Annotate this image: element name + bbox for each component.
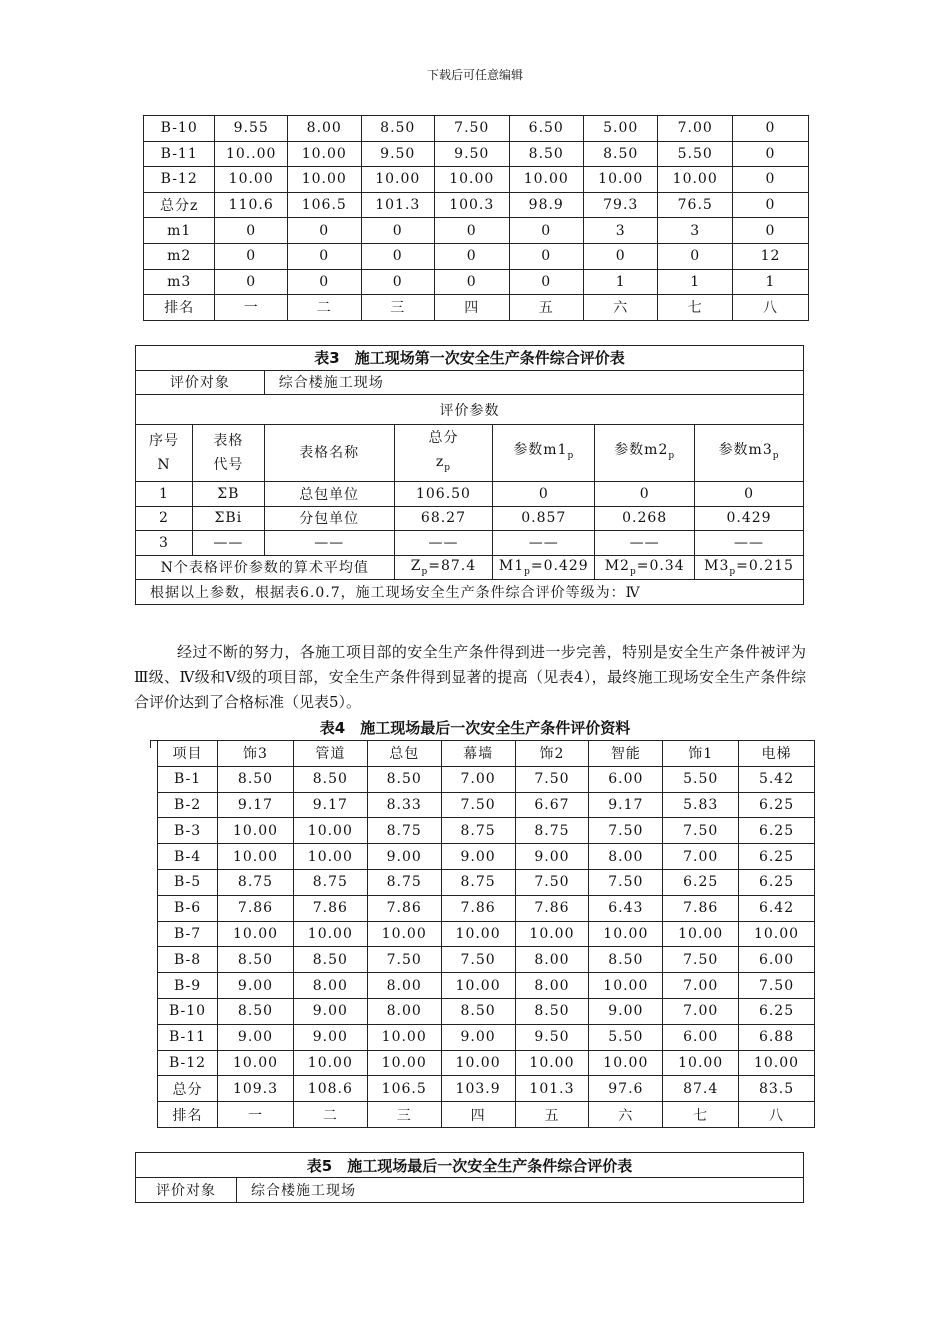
table-cell: 8.50 xyxy=(367,766,441,792)
table-cell: —— xyxy=(595,531,695,556)
table-row xyxy=(158,895,815,921)
table-cell: 9.50 xyxy=(361,141,435,167)
table-cell: 7.50 xyxy=(441,792,515,818)
table-3 xyxy=(135,345,804,605)
table-5-title: 表5 施工现场最后一次安全生产条件综合评价表 xyxy=(136,1153,804,1178)
table-cell: 二 xyxy=(293,1102,367,1128)
table-cell: 总包单位 xyxy=(264,482,394,507)
table-cell: 106.5 xyxy=(288,192,362,218)
table-cell: 9.17 xyxy=(218,792,294,818)
table-row xyxy=(158,818,815,844)
col-head-no: 序号 N xyxy=(136,425,193,482)
table-cell: 7.00 xyxy=(663,844,739,870)
table-cell: 0 xyxy=(288,218,362,244)
table-cell: 0 xyxy=(288,243,362,269)
table-cell: 6.25 xyxy=(739,998,815,1024)
table-cell: 0 xyxy=(595,482,695,507)
table-cell: 5.83 xyxy=(663,792,739,818)
average-z: $Z_p=87.4$ xyxy=(394,555,493,580)
table-cell: 7.50 xyxy=(515,766,589,792)
table-cell: 8.50 xyxy=(218,766,294,792)
table-cell: 10.00 xyxy=(293,1050,367,1076)
table-cell: 10.00 xyxy=(739,1050,815,1076)
table-cell: 7.50 xyxy=(589,869,663,895)
table-cell: 10.00 xyxy=(509,167,583,193)
table-cell: 七 xyxy=(658,295,732,321)
column-header: 总包 xyxy=(367,741,441,767)
table-cell: 0.429 xyxy=(695,506,804,531)
table-cell: 9.50 xyxy=(435,141,509,167)
table-row xyxy=(158,947,815,973)
column-header: 电梯 xyxy=(739,741,815,767)
table-cell: 0 xyxy=(215,243,288,269)
table-cell: 106.50 xyxy=(394,482,493,507)
table-cell: 6.25 xyxy=(739,792,815,818)
table-cell: 8.75 xyxy=(218,869,294,895)
table-cell: 5.00 xyxy=(583,116,657,142)
row-header-cell: B-10 xyxy=(144,116,215,142)
table-cell: 0 xyxy=(509,218,583,244)
table-cell: 0 xyxy=(288,269,362,295)
object-label: 评价对象 xyxy=(136,370,265,395)
table-2-continued xyxy=(143,115,809,321)
table-cell: 五 xyxy=(515,1102,589,1128)
table-cell: 10.00 xyxy=(288,167,362,193)
table-cell: 3 xyxy=(583,218,657,244)
table-cell: 6.25 xyxy=(739,818,815,844)
table-cell: 6.00 xyxy=(589,766,663,792)
column-header: 智能 xyxy=(589,741,663,767)
table-cell: 103.9 xyxy=(441,1076,515,1102)
table-cell: 10.00 xyxy=(663,1050,739,1076)
table-cell: 10.00 xyxy=(663,921,739,947)
table-cell: 八 xyxy=(732,295,808,321)
table-cell: 8.75 xyxy=(441,818,515,844)
object-value: 综合楼施工现场 xyxy=(264,370,803,395)
table-cell: 10.00 xyxy=(589,973,663,999)
col-head-m2: 参数$m2_p$ xyxy=(595,425,695,482)
row-header-cell: 3 xyxy=(136,531,193,556)
row-header-cell: 总分 xyxy=(158,1076,218,1102)
column-header: 管道 xyxy=(293,741,367,767)
table-cell: 7.86 xyxy=(515,895,589,921)
table-cell: 7.00 xyxy=(663,973,739,999)
table-cell: 7.50 xyxy=(663,947,739,973)
table-cell: 0 xyxy=(732,167,808,193)
row-header-cell: B-12 xyxy=(158,1050,218,1076)
table-cell: 10.00 xyxy=(293,844,367,870)
table-cell: 六 xyxy=(589,1102,663,1128)
table-cell: 10.00 xyxy=(293,921,367,947)
table-cell: 9.00 xyxy=(441,1024,515,1050)
column-header: 饰3 xyxy=(218,741,294,767)
table-row xyxy=(144,243,809,269)
table-cell: 6.43 xyxy=(589,895,663,921)
row-header-cell: 总分z xyxy=(144,192,215,218)
average-m1: $M1_p=0.429$ xyxy=(493,555,595,580)
table-4-title: 表4 施工现场最后一次安全生产条件评价资料 xyxy=(319,719,631,737)
table-cell: 0 xyxy=(215,218,288,244)
table-cell: 6.25 xyxy=(739,869,815,895)
table-cell: 8.75 xyxy=(293,869,367,895)
table-cell: 9.00 xyxy=(218,973,294,999)
table-cell: 9.00 xyxy=(367,844,441,870)
table-row xyxy=(158,844,815,870)
row-header-cell: B-12 xyxy=(144,167,215,193)
table-cell: 9.00 xyxy=(218,1024,294,1050)
row-header-cell: m1 xyxy=(144,218,215,244)
average-m3: $M3_p=0.215$ xyxy=(695,555,804,580)
table-cell: 8.00 xyxy=(293,973,367,999)
table-cell: 0 xyxy=(361,243,435,269)
table-cell: 0 xyxy=(695,482,804,507)
table-3-title: 表3 施工现场第一次安全生产条件综合评价表 xyxy=(136,346,804,371)
table-cell: 9.55 xyxy=(215,116,288,142)
table-cell: 7.50 xyxy=(739,973,815,999)
table-cell: 7.50 xyxy=(441,947,515,973)
table-row xyxy=(158,1050,815,1076)
table-cell: 109.3 xyxy=(218,1076,294,1102)
table-cell: 8.50 xyxy=(515,998,589,1024)
column-header: 饰1 xyxy=(663,741,739,767)
table-cell: 7.86 xyxy=(218,895,294,921)
table-cell: 7.50 xyxy=(589,818,663,844)
table-line-stub xyxy=(150,740,157,741)
row-header-cell: B-11 xyxy=(144,141,215,167)
table-row xyxy=(158,766,815,792)
average-label: N个表格评价参数的算术平均值 xyxy=(136,555,395,580)
column-header: 饰2 xyxy=(515,741,589,767)
table-row xyxy=(144,167,809,193)
table-cell: 四 xyxy=(435,295,509,321)
table-cell: 一 xyxy=(218,1102,294,1128)
table-cell: 0 xyxy=(732,116,808,142)
table-cell: 0 xyxy=(215,269,288,295)
table-cell: 0 xyxy=(435,243,509,269)
object-value: 综合楼施工现场 xyxy=(237,1178,804,1203)
table-cell: 6.00 xyxy=(739,947,815,973)
table-cell: 三 xyxy=(367,1102,441,1128)
table-cell: 二 xyxy=(288,295,362,321)
table-cell: 7.86 xyxy=(441,895,515,921)
table-cell: 0 xyxy=(732,141,808,167)
table-cell: 3 xyxy=(658,218,732,244)
table-cell: 0 xyxy=(732,218,808,244)
table-cell: 8.50 xyxy=(589,947,663,973)
table-cell: 10.00 xyxy=(589,921,663,947)
table-cell: 10.00 xyxy=(515,921,589,947)
table-cell: 7.86 xyxy=(293,895,367,921)
table-cell: 83.5 xyxy=(739,1076,815,1102)
table-cell: 7.50 xyxy=(663,818,739,844)
table-cell: —— xyxy=(394,531,493,556)
table-cell: 98.9 xyxy=(509,192,583,218)
table-cell: 6.00 xyxy=(663,1024,739,1050)
table-row xyxy=(144,295,809,321)
table-cell: 10.00 xyxy=(589,1050,663,1076)
table-cell: 106.5 xyxy=(367,1076,441,1102)
table-cell: 8.50 xyxy=(218,998,294,1024)
table-cell: 0 xyxy=(509,269,583,295)
table-cell: 6.88 xyxy=(739,1024,815,1050)
table-cell: 97.6 xyxy=(589,1076,663,1102)
table-cell: 12 xyxy=(732,243,808,269)
row-header-cell: 排名 xyxy=(158,1102,218,1128)
row-header-cell: B-8 xyxy=(158,947,218,973)
table-cell: 0 xyxy=(583,243,657,269)
table-cell: 8.75 xyxy=(441,869,515,895)
row-header-cell: B-9 xyxy=(158,973,218,999)
table-cell: 8.00 xyxy=(367,973,441,999)
table-cell: 8.00 xyxy=(367,998,441,1024)
table-cell: 5.50 xyxy=(663,766,739,792)
table-cell: 10.00 xyxy=(739,921,815,947)
section-label: 评价参数 xyxy=(136,395,804,425)
table-cell: 68.27 xyxy=(394,506,493,531)
table-cell: 9.00 xyxy=(515,844,589,870)
table-cell: 0 xyxy=(361,218,435,244)
row-header-cell: B-7 xyxy=(158,921,218,947)
table-cell: 76.5 xyxy=(658,192,732,218)
table-cell: 10.00 xyxy=(218,1050,294,1076)
table-cell: 7.86 xyxy=(663,895,739,921)
table-cell: 1 xyxy=(583,269,657,295)
row-header-cell: B-11 xyxy=(158,1024,218,1050)
table-cell: 110.6 xyxy=(215,192,288,218)
table-cell: 一 xyxy=(215,295,288,321)
table-cell: 7.86 xyxy=(367,895,441,921)
row-header-cell: B-1 xyxy=(158,766,218,792)
table-cell: 8.00 xyxy=(288,116,362,142)
table-cell: 8.75 xyxy=(515,818,589,844)
row-header-cell: B-3 xyxy=(158,818,218,844)
table-cell: 7.00 xyxy=(663,998,739,1024)
table-row xyxy=(158,1076,815,1102)
table-cell: 8.50 xyxy=(441,998,515,1024)
table-cell: 0 xyxy=(732,192,808,218)
row-header-cell: B-10 xyxy=(158,998,218,1024)
table-cell: 101.3 xyxy=(515,1076,589,1102)
table-cell: 5.42 xyxy=(739,766,815,792)
table-cell: 9.00 xyxy=(589,998,663,1024)
table-row xyxy=(144,192,809,218)
row-header-cell: 1 xyxy=(136,482,193,507)
table-cell: —— xyxy=(192,531,264,556)
table-cell: 8.75 xyxy=(367,818,441,844)
table-row xyxy=(136,482,804,507)
table-cell: 10.00 xyxy=(441,921,515,947)
table-row xyxy=(158,1024,815,1050)
table-cell: 0 xyxy=(361,269,435,295)
table-cell: 五 xyxy=(509,295,583,321)
table-cell: 10.00 xyxy=(293,818,367,844)
table-cell: 四 xyxy=(441,1102,515,1128)
row-header-cell: B-4 xyxy=(158,844,218,870)
table-cell: 5.50 xyxy=(589,1024,663,1050)
table-row xyxy=(158,921,815,947)
col-head-name: 表格名称 xyxy=(264,425,394,482)
table-cell: 8.00 xyxy=(515,973,589,999)
table-row xyxy=(144,116,809,142)
row-header-cell: 排名 xyxy=(144,295,215,321)
table-cell: 8.33 xyxy=(367,792,441,818)
table-cell: 6.50 xyxy=(509,116,583,142)
table-cell: 六 xyxy=(583,295,657,321)
table-cell: 87.4 xyxy=(663,1076,739,1102)
col-head-m1: 参数$m1_p$ xyxy=(493,425,595,482)
table-cell: 10.00 xyxy=(288,141,362,167)
table-5 xyxy=(135,1152,804,1203)
table-row xyxy=(144,269,809,295)
table-cell: 9.17 xyxy=(293,792,367,818)
table-cell: 8.50 xyxy=(293,947,367,973)
table-cell: 7.00 xyxy=(658,116,732,142)
table-row xyxy=(158,1102,815,1128)
table-cell: 100.3 xyxy=(435,192,509,218)
table-cell: 9.00 xyxy=(293,1024,367,1050)
table-cell: 9.17 xyxy=(589,792,663,818)
table-line-stub xyxy=(150,740,151,748)
row-header-cell: m2 xyxy=(144,243,215,269)
table-cell: 5.50 xyxy=(658,141,732,167)
table-cell: 1 xyxy=(732,269,808,295)
table-cell: 8.00 xyxy=(515,947,589,973)
page-header: 下载后可任意编辑 xyxy=(426,68,523,82)
table-cell: ΣB xyxy=(192,482,264,507)
table-cell: 10.00 xyxy=(367,921,441,947)
table-cell: 8.50 xyxy=(509,141,583,167)
col-head-code: 表格 代号 xyxy=(192,425,264,482)
table-cell: 0 xyxy=(658,243,732,269)
table-cell: 8.50 xyxy=(361,116,435,142)
table-cell: 8.50 xyxy=(583,141,657,167)
table-cell: 10.00 xyxy=(367,1050,441,1076)
table-cell: —— xyxy=(695,531,804,556)
table-cell: 10.00 xyxy=(218,844,294,870)
table-cell: 0 xyxy=(493,482,595,507)
row-header-cell: m3 xyxy=(144,269,215,295)
table-cell: 分包单位 xyxy=(264,506,394,531)
table-cell: 8.50 xyxy=(218,947,294,973)
table-cell: 10.00 xyxy=(361,167,435,193)
table-cell: —— xyxy=(264,531,394,556)
table-cell: 1 xyxy=(658,269,732,295)
table-cell: 三 xyxy=(361,295,435,321)
row-header-cell: B-6 xyxy=(158,895,218,921)
table-row xyxy=(136,506,804,531)
table-cell: 10.00 xyxy=(441,1050,515,1076)
table-cell: 8.00 xyxy=(589,844,663,870)
table-cell: ΣBi xyxy=(192,506,264,531)
table-cell: 8.75 xyxy=(367,869,441,895)
row-header-cell: B-2 xyxy=(158,792,218,818)
table-row xyxy=(158,792,815,818)
table-cell: 10.00 xyxy=(218,921,294,947)
column-header: 幕墙 xyxy=(441,741,515,767)
column-header: 项目 xyxy=(158,741,218,767)
table-cell: 9.50 xyxy=(515,1024,589,1050)
body-paragraph: 经过不断的努力，各施工项目部的安全生产条件得到进一步完善，特别是安全生产条件被评为Ⅲ级、Ⅳ级和Ⅴ级的项目部，安全生产条件得到显著的提高（见表4），最终施工现场安全生产条件综合评价达到了合格标准（见表5）。 xyxy=(134,643,806,711)
table-cell: 7.50 xyxy=(515,869,589,895)
table-row xyxy=(136,531,804,556)
table-cell: 0.857 xyxy=(493,506,595,531)
table-cell: 10.00 xyxy=(367,1024,441,1050)
table-cell: 101.3 xyxy=(361,192,435,218)
table-cell: 6.25 xyxy=(663,869,739,895)
table-cell: 0 xyxy=(435,218,509,244)
table-row xyxy=(158,869,815,895)
table-cell: 6.25 xyxy=(739,844,815,870)
table-row xyxy=(144,218,809,244)
table-cell: 10.00 xyxy=(435,167,509,193)
table-cell: 10.00 xyxy=(515,1050,589,1076)
table-cell: 7.50 xyxy=(367,947,441,973)
table-cell: 7.50 xyxy=(435,116,509,142)
conclusion: 根据以上参数，根据表6.0.7，施工现场安全生产条件综合评价等级为：Ⅳ xyxy=(136,580,804,605)
row-header-cell: B-5 xyxy=(158,869,218,895)
table-row xyxy=(158,973,815,999)
table-cell: 八 xyxy=(739,1102,815,1128)
table-4 xyxy=(157,740,815,1128)
table-cell: 0 xyxy=(509,243,583,269)
table-cell: 8.50 xyxy=(293,766,367,792)
table-row xyxy=(144,141,809,167)
table-cell: 10..00 xyxy=(215,141,288,167)
table-cell: 10.00 xyxy=(215,167,288,193)
table-cell: 9.00 xyxy=(441,844,515,870)
table-cell: 9.00 xyxy=(293,998,367,1024)
table-cell: 7.00 xyxy=(441,766,515,792)
table-cell: 0.268 xyxy=(595,506,695,531)
table-cell: 108.6 xyxy=(293,1076,367,1102)
col-head-total: 总分 $z_p$ xyxy=(394,425,493,482)
table-cell: 10.00 xyxy=(218,818,294,844)
table-cell: 6.42 xyxy=(739,895,815,921)
table-cell: 七 xyxy=(663,1102,739,1128)
average-m2: $M2_p=0.34$ xyxy=(595,555,695,580)
table-row xyxy=(158,998,815,1024)
table-cell: 10.00 xyxy=(441,973,515,999)
table-cell: 10.00 xyxy=(658,167,732,193)
table-cell: —— xyxy=(493,531,595,556)
col-head-m3: 参数$m3_p$ xyxy=(695,425,804,482)
table-cell: 10.00 xyxy=(583,167,657,193)
object-label: 评价对象 xyxy=(136,1178,237,1203)
table-cell: 6.67 xyxy=(515,792,589,818)
row-header-cell: 2 xyxy=(136,506,193,531)
table-cell: 0 xyxy=(435,269,509,295)
table-cell: 79.3 xyxy=(583,192,657,218)
